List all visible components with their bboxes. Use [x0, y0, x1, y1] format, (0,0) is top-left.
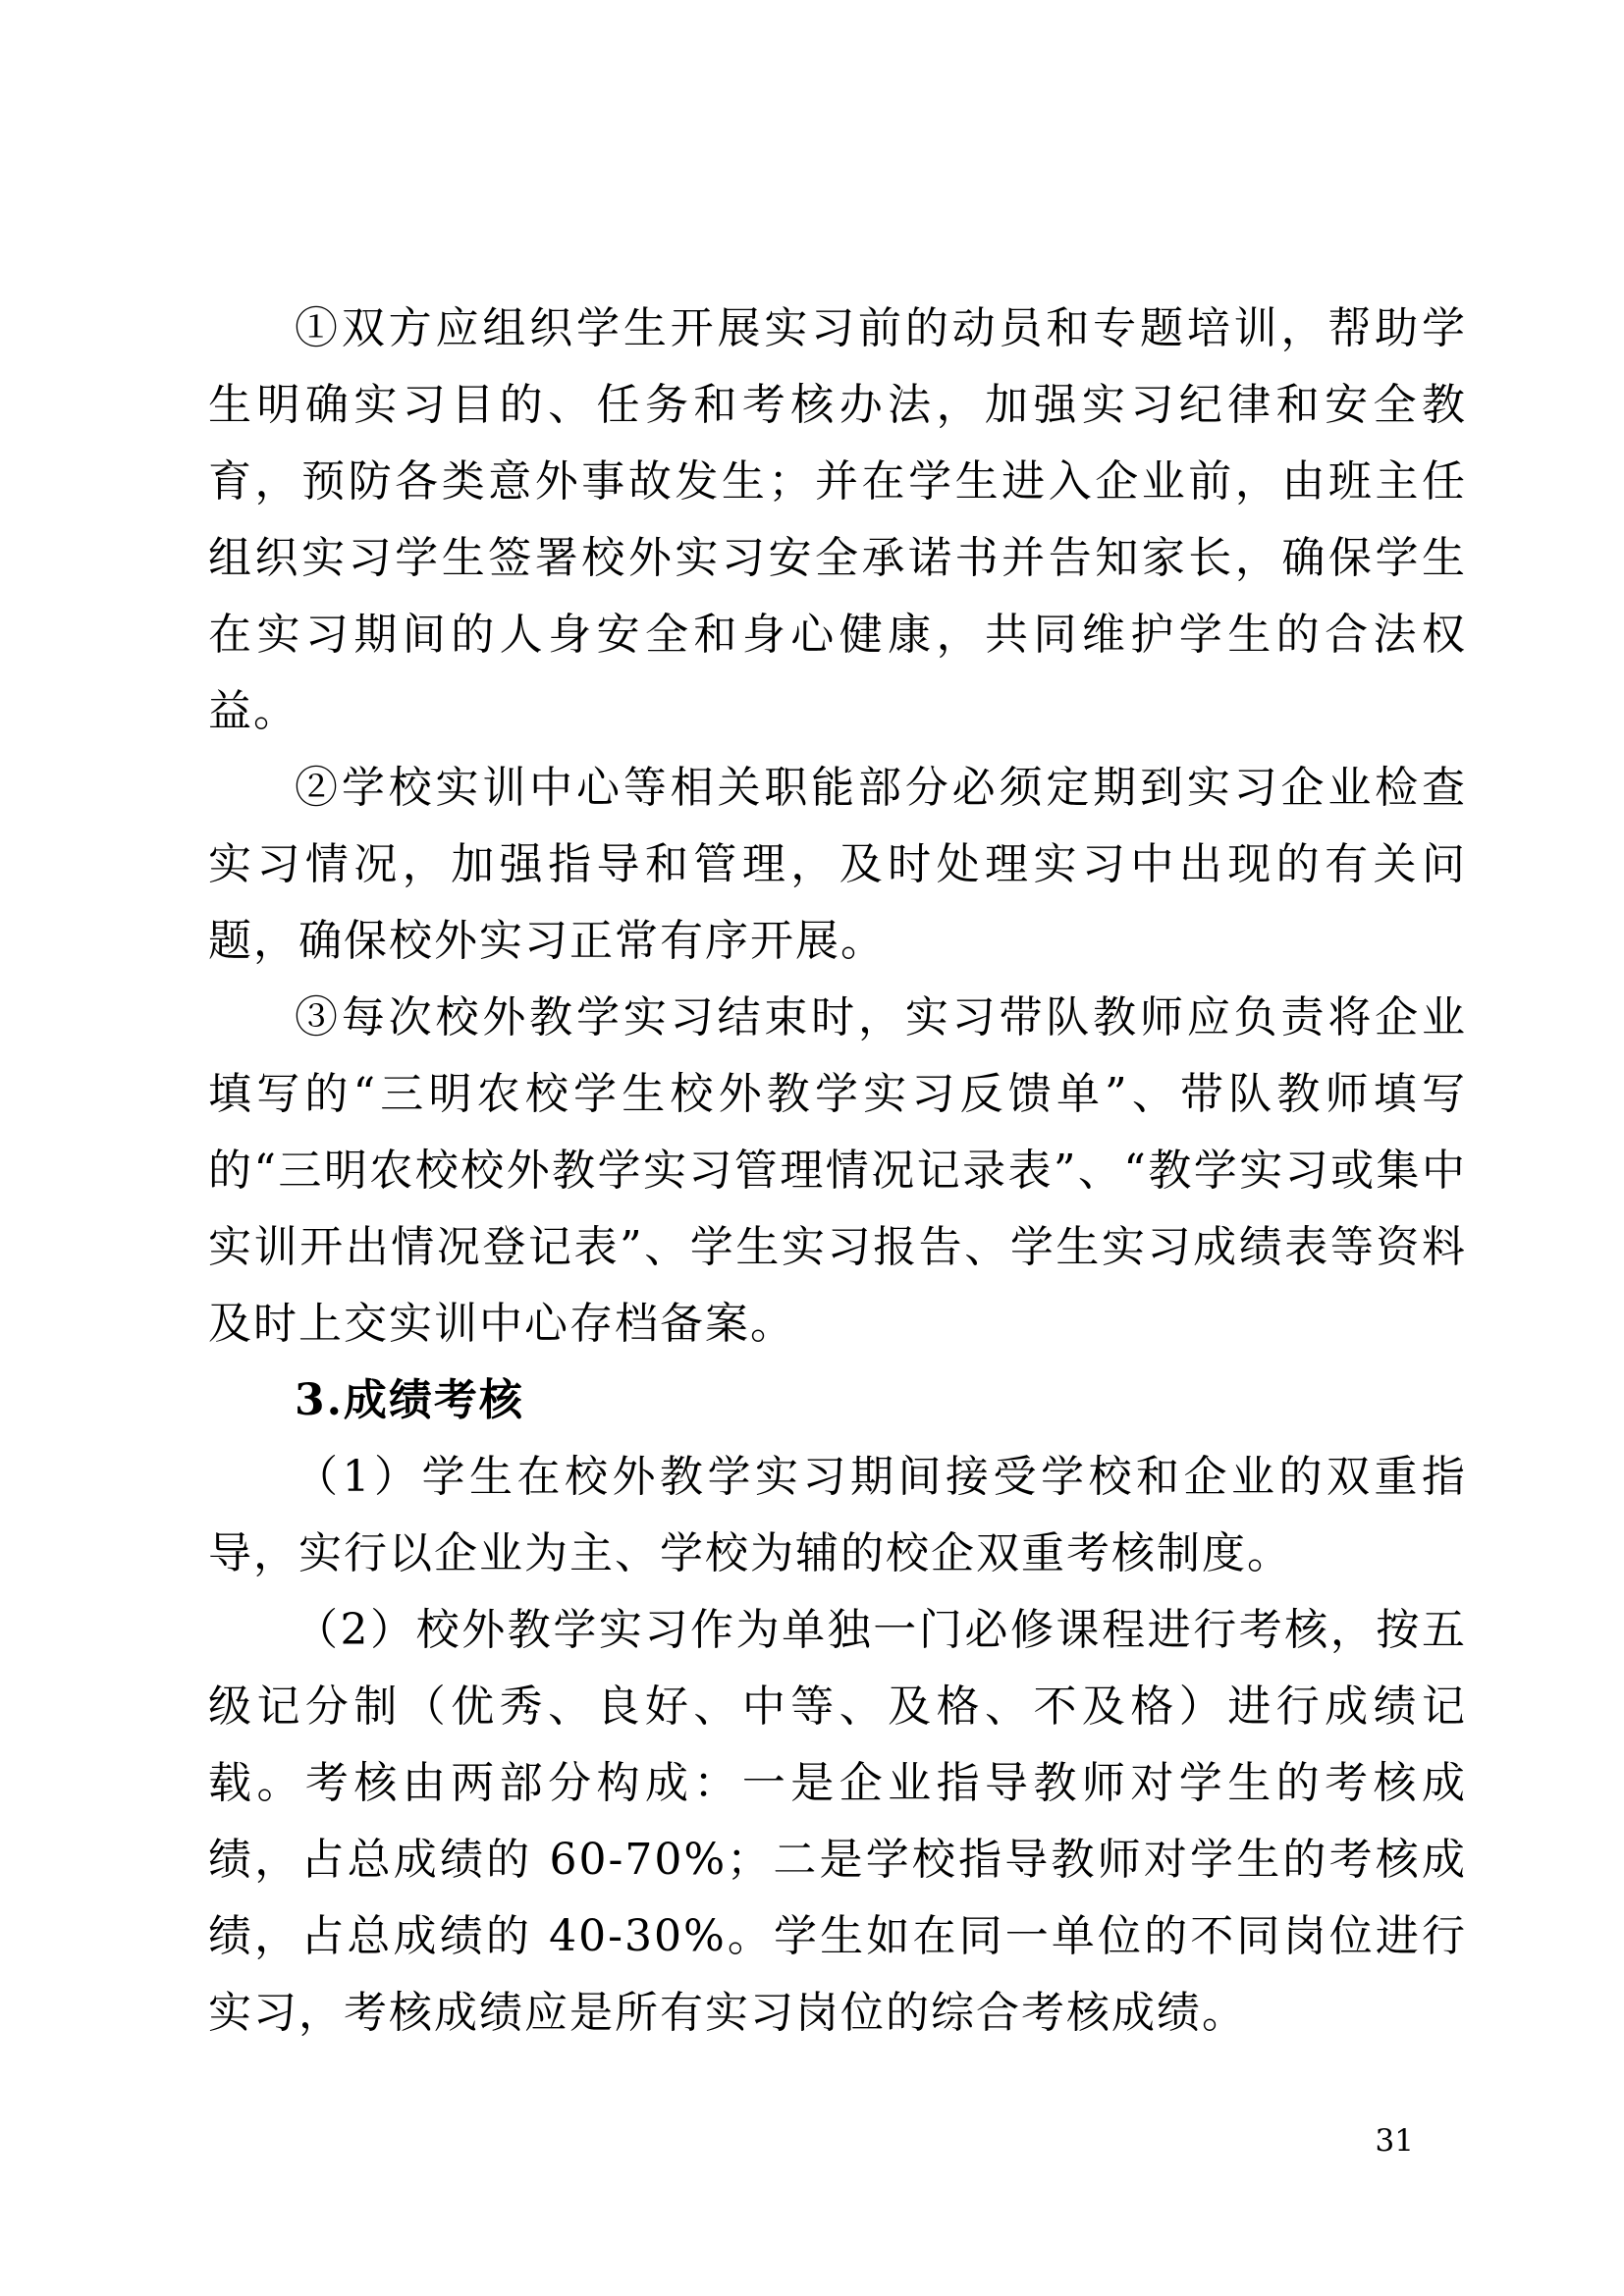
paragraph-records-archiving: ③每次校外教学实习结束时，实习带队教师应负责将企业填写的“三明农校学生校外教学实习反馈单”、带队教师填写的“三明农校校外教学实习管理情况记录表”、“教学实习或集中实训开出情况登记表”、学生实习报告、学生实习成绩表等资料及时上交实训中心存档备案。 [208, 992, 1467, 1349]
paragraph-dual-guidance: （1）学生在校外教学实习期间接受学校和企业的双重指导，实行以企业为主、学校为辅的校企双重考核制度。 [208, 1452, 1467, 1578]
section-heading-grade-assessment: 3.成绩考核 [295, 1375, 524, 1425]
paragraph-enterprise-inspection: ②学校实训中心等相关职能部分必须定期到实习企业检查实习情况，加强指导和管理，及时处理实习中出现的有关问题，确保校外实习正常有序开展。 [208, 763, 1467, 966]
paragraph-grading-rules: （2）校外教学实习作为单独一门必修课程进行考核，按五级记分制（优秀、良好、中等、及格、不及格）进行成绩记载。考核由两部分构成：一是企业指导教师对学生的考核成绩，占总成绩的 60-70%；二是学校指导教师对学生的考核成绩，占总成绩的 40-30%。学生如在同一单位的不同岗位进行实习，考核成绩应是所有实习岗位的综合考核成绩。 [208, 1605, 1467, 2038]
document-body [208, 291, 1467, 2052]
paragraph-pre-internship-training: ①双方应组织学生开展实习前的动员和专题培训，帮助学生明确实习目的、任务和考核办法，加强实习纪律和安全教育，预防各类意外事故发生；并在学生进入企业前，由班主任组织实习学生签署校外实习安全承诺书并告知家长，确保学生在实习期间的人身安全和身心健康，共同维护学生的合法权益。 [208, 303, 1467, 736]
page-number: 31 [1375, 2123, 1414, 2159]
